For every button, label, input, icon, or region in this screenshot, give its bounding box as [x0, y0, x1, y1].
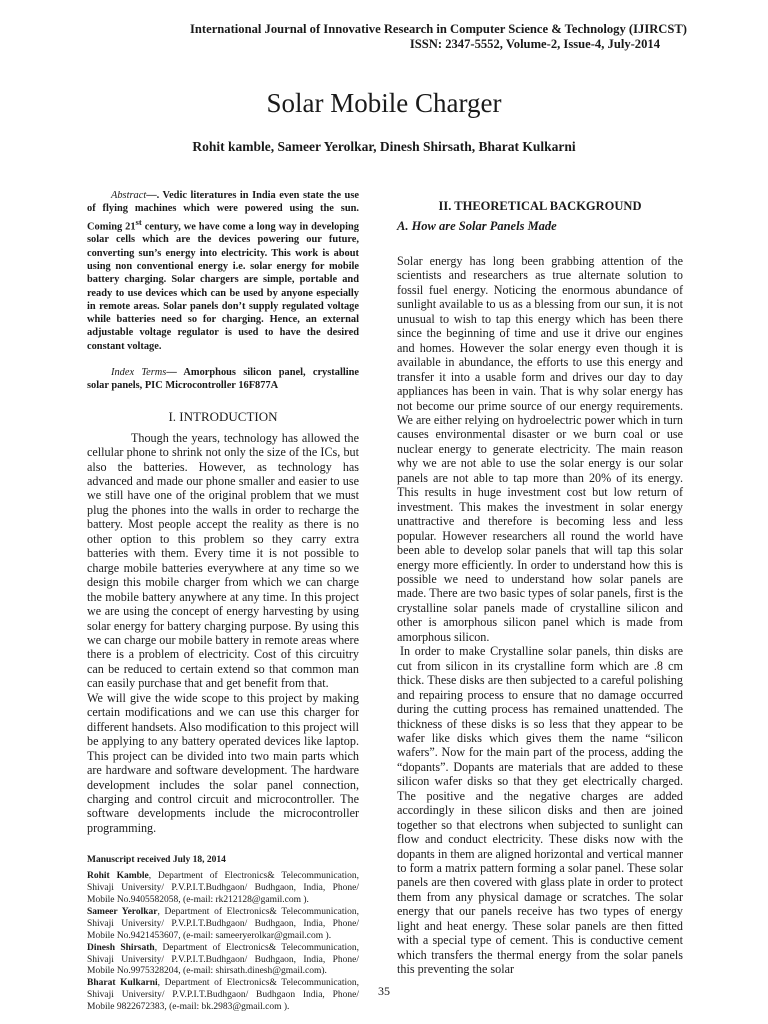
abstract-text-2: century, we have come a long way in developing solar cells which are the devices powering our future, converting sun’s energy into electricity. This work is about using non conventional energy i.e. solar energy for mobile battery charging. Solar chargers are simple, portable and ready to use devices which can be used by anyone especially in remote areas. Solar panels don’t supply regulated voltage while batteries need so for charging. Hence, an external adjustable voltage regulator is used to have the desired constant voltage. [87, 221, 359, 352]
footnote-author-details: , Department of Electronics& Telecommunication, Shivaji University/ P.V.P.I.T.Budhgaon/ Budhgaon, India, Phone/ Mobile No.9405582058, (e-mail: rk212128@gamil.com ). [87, 871, 360, 906]
footnote-author [87, 907, 359, 943]
page-number: 35 [378, 984, 390, 998]
theoretical-background-heading: II. THEORETICAL BACKGROUND [438, 199, 642, 213]
index-terms-text: — Amorphous silicon panel, crystalline solar panels, PIC Microcontroller 16F877A [87, 367, 360, 392]
footnote-author-name: Bharat Kulkarni [87, 978, 158, 989]
introduction-paragraph-2: We will give the wide scope to this project by making certain modifications and we can use this charger for different handsets. Also modification to this project will be applying to any battery operated devices like laptop. This project can be divided into two main parts which are hardware and software development. The hardware development includes the solar panel connection, charging and control circuit and microcontroller. The software developments include the microcontroller programming. [87, 690, 359, 835]
abstract-label: Abstract [111, 190, 147, 201]
introduction-heading: I. INTRODUCTION [168, 408, 278, 424]
abstract-superscript: st [135, 216, 142, 227]
paper-title: Solar Mobile Charger [266, 88, 502, 118]
abstract-text-1: Vedic literatures in India even state the use of flying machines which were powered using the sun. Coming 21 [87, 190, 359, 233]
theoretical-paragraph-1: Solar energy has long been grabbing attention of the scientists and researchers as true alternate solution to fossil fuel energy. Noticing the enormous abundance of sunlight available to us as a blessing from our sun, it is not unusual to wish to tap this energy which has been there since the beginning of time and use it drive our engines and homes. However the solar energy even though it is available in abundance, the efforts to use this energy and transfer it into a usable form and drives our day to day appliances has been in vain. That is why solar energy has not become our prime source of our energy requirements. We are either relying on hydroelectric power which in turn causes environmental disaster or we burn coal or use nuclear energy to generate electricity. The main reason why we are not able to use the solar energy is our solar panels are not able to tap more than 20% of its energy. This results in huge investment cost but low return of investment. This makes the investment in solar energy unattractive and therefore is becoming less and less popular. However researchers all round the world have been able to develop solar panels that will tap this solar energy more efficiently. In order to understand how this is possible we need to understand how solar panels are made. There are two basic types of solar panels, first is the crystalline solar panels made of crystalline silicon and other is amorphous silicon panel which is made from amorphous silicon. [397, 254, 683, 644]
footnote-author-details: , Department of Electronics& Telecommunication, Shivaji University/ P.V.P.I.T.Budhgaon/ Budhgaon, India, Phone/ Mobile No.9975328204, (e-mail: shirsath.dinesh@gmail.com). [87, 942, 359, 977]
manuscript-received: Manuscript received July 18, 2014 [87, 855, 226, 866]
abstract-dash: —. [146, 190, 163, 201]
solar-panels-subheading: A. How are Solar Panels Made [397, 219, 557, 233]
journal-issn: ISSN: 2347-5552, Volume-2, Issue-4, July-2014 [409, 37, 660, 51]
introduction-paragraph-1: Though the years, technology has allowed the cellular phone to shrink not only the size of the ICs, but also the batteries. However, as technology has advanced and made our phone smaller and easier to use we still have one of the original problem that we must plug the phones into the walls in order to recharge the battery. Most people accept the reality as there is no other option to this problem so they carry extra batteries with them. Every time it is not possible to charge mobile batteries everywhere at any time so we design this mobile charger from which we can charge the mobile battery anywhere at any time. In this project we are using the concept of energy harvesting by using solar energy for battery charging purpose. By using this we can charge our mobile battery in remote areas where there is a problem of electricity. Cost of this circuitry can be reduced to certain extend so that common man can easily purchase that and get benefit from that. [87, 430, 359, 691]
index-terms-label: Index Terms [111, 367, 167, 379]
index-terms [87, 366, 359, 393]
right-column [397, 199, 683, 977]
footnote-author-name: Rohit Kamble [87, 871, 149, 882]
footnote-author [87, 943, 359, 979]
theoretical-paragraph-2: In order to make Crystalline solar panels, thin disks are cut from silicon in its crystalline form which are .8 cm thick. These disks are then subjected to a careful polishing and repairing process to ensure that no damage occurred during the cutting process has remained unattended. The thickness of these disks is so less that they appear to be wafer like disks which gives them the name “silicon wafers”. Now for the main part of the process, adding the “dopants”. Dopants are materials that are added to these silicon wafer disks so that they get electrically charged. The positive and the negative charges are added accordingly in these silicon disks and then are joined together so that electrons when subjected to sunlight can flow and conduct electricity. These disks now with the dopants in them are aligned horizontal and vertical manner to form a matrix pattern forming a solar panel. These solar panels are then covered with glass plate in order to protect them from any physical damage or scratches. The solar energy that our panels receive has two types of energy light and heat energy. These solar panels are then fitted with a special type of cement. This is conductive cement which transfers the thermal energy from the solar panels this preventing the solar [397, 644, 683, 977]
left-column [87, 189, 359, 1014]
footnote-author-details: , Department of Electronics& Telecommunication, Shivaji University/ P.V.P.I.T.Budhgaon/ Budhgaon, India, Phone/ Mobile No.9421453607, (e-mail: sameeryerolkar@gmail.com ). [87, 906, 360, 941]
journal-header [190, 22, 688, 52]
footnote-author-name: Dinesh Shirsath [87, 942, 155, 953]
footnote-author [87, 871, 359, 907]
journal-name: International Journal of Innovative Research in Computer Science & Technology (IJIRCST) [190, 22, 688, 36]
abstract [87, 189, 359, 353]
footnote-author-name: Sameer Yerolkar [87, 906, 158, 917]
footnote-author-details: , Department of Electronics& Telecommunication, Shivaji University/ P.V.P.I.T.Budhgaon/ Budhgaon India, Phone/ Mobile 9822672383, (e-mail: bk.2983@gmail.com ). [87, 978, 359, 1013]
paper-authors: Rohit kamble, Sameer Yerolkar, Dinesh Shirsath, Bharat Kulkarni [192, 139, 576, 154]
